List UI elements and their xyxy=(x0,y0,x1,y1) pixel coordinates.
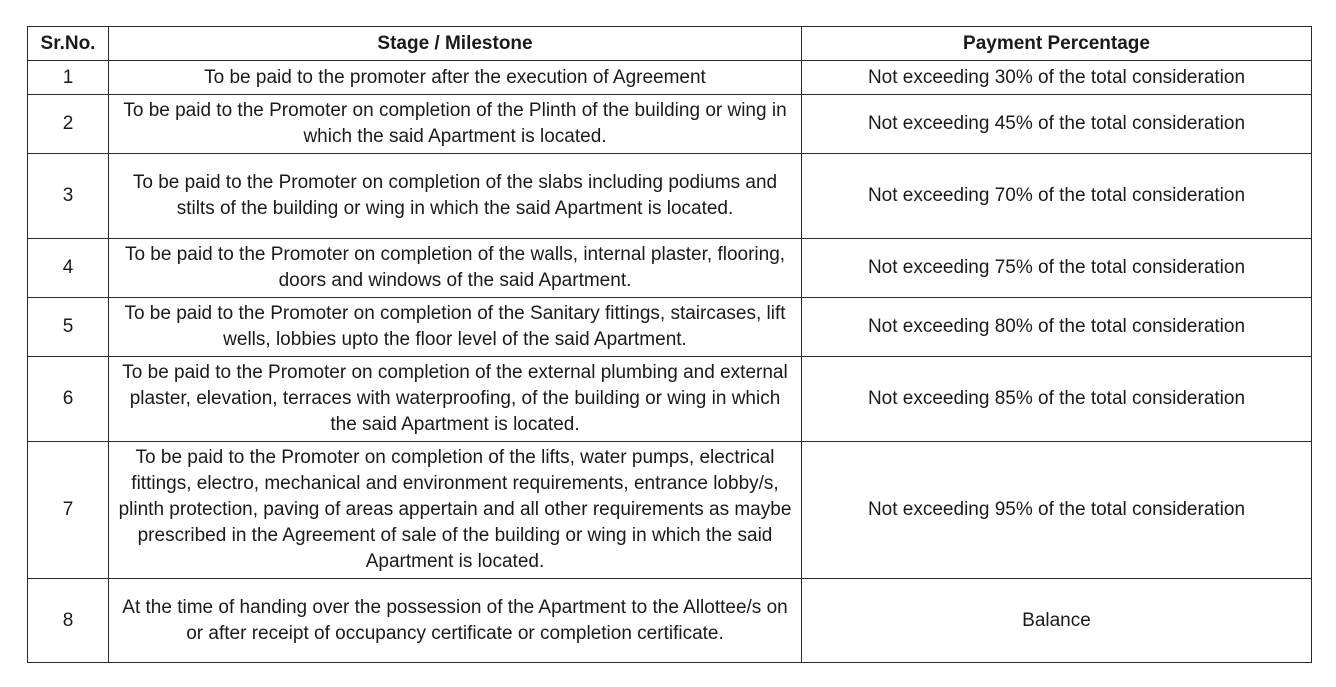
row-stage: To be paid to the Promoter on completion of the walls, internal plaster, flooring, doors and windows of the said Apartment. xyxy=(109,239,802,298)
row-stage: To be paid to the promoter after the execution of Agreement xyxy=(109,61,802,95)
row-payment: Not exceeding 70% of the total consideration xyxy=(802,154,1312,239)
table-row xyxy=(28,357,1312,442)
row-payment: Balance xyxy=(802,579,1312,663)
row-sr-no: 5 xyxy=(28,298,109,357)
header-stage-milestone: Stage / Milestone xyxy=(109,27,802,61)
row-payment: Not exceeding 75% of the total consideration xyxy=(802,239,1312,298)
table-row xyxy=(28,95,1312,154)
row-payment: Not exceeding 80% of the total consideration xyxy=(802,298,1312,357)
table-row xyxy=(28,442,1312,579)
row-payment: Not exceeding 95% of the total consideration xyxy=(802,442,1312,579)
row-sr-no: 4 xyxy=(28,239,109,298)
row-stage: At the time of handing over the possession of the Apartment to the Allottee/s on or after receipt of occupancy certificate or completion certificate. xyxy=(109,579,802,663)
row-sr-no: 2 xyxy=(28,95,109,154)
header-payment-percentage: Payment Percentage xyxy=(802,27,1312,61)
row-sr-no: 6 xyxy=(28,357,109,442)
row-sr-no: 3 xyxy=(28,154,109,239)
row-payment: Not exceeding 85% of the total consideration xyxy=(802,357,1312,442)
row-stage: To be paid to the Promoter on completion of the external plumbing and external plaster, elevation, terraces with waterproofing, of the building or wing in which the said Apartment is located. xyxy=(109,357,802,442)
row-stage: To be paid to the Promoter on completion of the lifts, water pumps, electrical fittings, electro, mechanical and environment requirements, entrance lobby/s, plinth protection, paving of areas appertain and all other requirements as maybe prescribed in the Agreement of sale of the building or wing in which the said Apartment is located. xyxy=(109,442,802,579)
row-payment: Not exceeding 30% of the total consideration xyxy=(802,61,1312,95)
table-row xyxy=(28,154,1312,239)
table-row xyxy=(28,579,1312,663)
payment-schedule-table xyxy=(27,26,1312,663)
row-stage: To be paid to the Promoter on completion of the Plinth of the building or wing in which the said Apartment is located. xyxy=(109,95,802,154)
row-sr-no: 8 xyxy=(28,579,109,663)
row-stage: To be paid to the Promoter on completion of the slabs including podiums and stilts of the building or wing in which the said Apartment is located. xyxy=(109,154,802,239)
table-row xyxy=(28,61,1312,95)
header-sr-no: Sr.No. xyxy=(28,27,109,61)
table-header-row xyxy=(28,27,1312,61)
row-stage: To be paid to the Promoter on completion of the Sanitary fittings, staircases, lift wells, lobbies upto the floor level of the said Apartment. xyxy=(109,298,802,357)
table-row xyxy=(28,298,1312,357)
table-row xyxy=(28,239,1312,298)
row-sr-no: 1 xyxy=(28,61,109,95)
row-payment: Not exceeding 45% of the total consideration xyxy=(802,95,1312,154)
row-sr-no: 7 xyxy=(28,442,109,579)
